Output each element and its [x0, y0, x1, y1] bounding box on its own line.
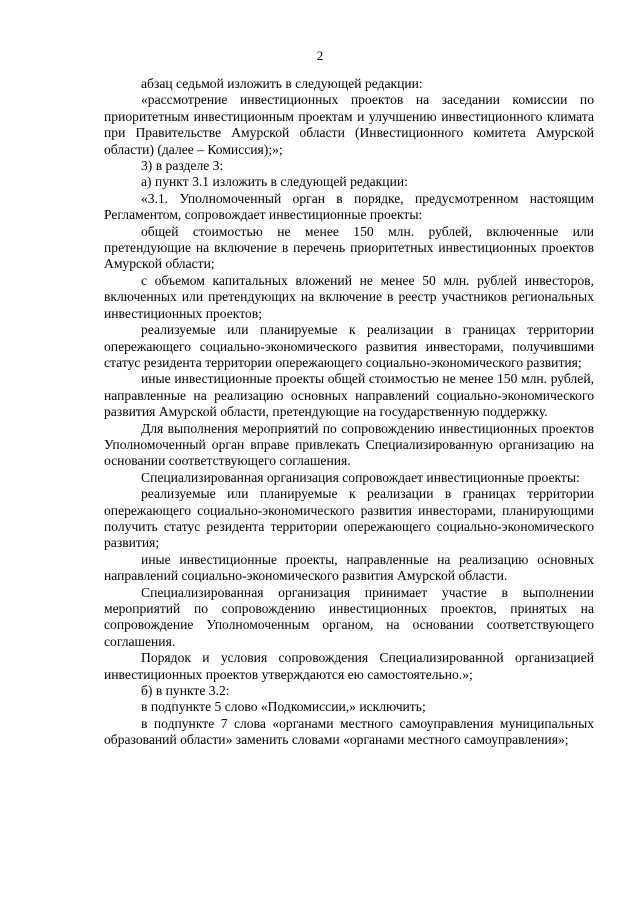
paragraph: б) в пункте 3.2:	[141, 683, 230, 699]
paragraph: Специализированная организация принимает участие в выполнении мероприятий по сопровождению инвестиционных проектов, принятых на сопровождение Уполномоченным органом, на основании соответствующего соглашения.	[104, 584, 594, 649]
paragraph: иные инвестиционные проекты общей стоимостью не менее 150 млн. рублей, направленные на реализацию основных направлений социально-экономического развития Амурской области, претендующие на государственную поддержку.	[104, 371, 594, 420]
paragraph: в подпункте 5 слово «Подкомиссии,» исключить;	[141, 699, 426, 715]
paragraph: Специализированная организация сопровождает инвестиционные проекты:	[141, 469, 580, 485]
document-body	[104, 76, 594, 749]
paragraph: Порядок и условия сопровождения Специализированной организацией инвестиционных проектов утверждаются ею самостоятельно.»;	[104, 650, 594, 682]
paragraph: в подпункте 7 слова «органами местного самоуправления муниципальных образований области» заменить словами «органами местного самоуправления»;	[104, 715, 594, 748]
paragraph: с объемом капитальных вложений не менее 50 млн. рублей инвесторов, включенных или претендующих на включение в реестр участников региональных инвестиционных проектов;	[104, 272, 594, 321]
paragraph: а) пункт 3.1 изложить в следующей редакции:	[141, 174, 408, 190]
paragraph: «3.1. Уполномоченный орган в порядке, предусмотренном настоящим Регламентом, сопровождает инвестиционные проекты:	[104, 190, 594, 223]
paragraph: иные инвестиционные проекты, направленные на реализацию основных направлений социально-экономического развития Амурской области.	[104, 551, 594, 584]
paragraph: 3) в разделе 3:	[141, 158, 224, 174]
paragraph: абзац седьмой изложить в следующей редакции:	[141, 76, 423, 91]
paragraph: Для выполнения мероприятий по сопровождению инвестиционных проектов Уполномоченный орган вправе привлекать Специализированную организацию на основании соответствующего соглашения.	[104, 420, 594, 469]
paragraph: общей стоимостью не менее 150 млн. рублей, включенные или претендующие на включение в перечень приоритетных инвестиционных проектов Амурской области;	[104, 223, 594, 272]
paragraph: реализуемые или планируемые к реализации в границах территории опережающего социально-экономического развития инвесторами, получившими статус резидента территории опережающего социально-экономического развития;	[104, 322, 594, 370]
page-number: 2	[316, 48, 324, 63]
paragraph: «рассмотрение инвестиционных проектов на заседании комиссии по приоритетным инвестиционным проектам и улучшению инвестиционного климата при Правительстве Амурской области (Инвестиционного комитета Амурской области) (далее – Комиссия);»;	[104, 92, 594, 157]
paragraph: реализуемые или планируемые к реализации в границах территории опережающего социально-экономического развития инвесторами, планирующими получить статус резидента территории опережающего социально-экономического развития;	[104, 486, 594, 551]
